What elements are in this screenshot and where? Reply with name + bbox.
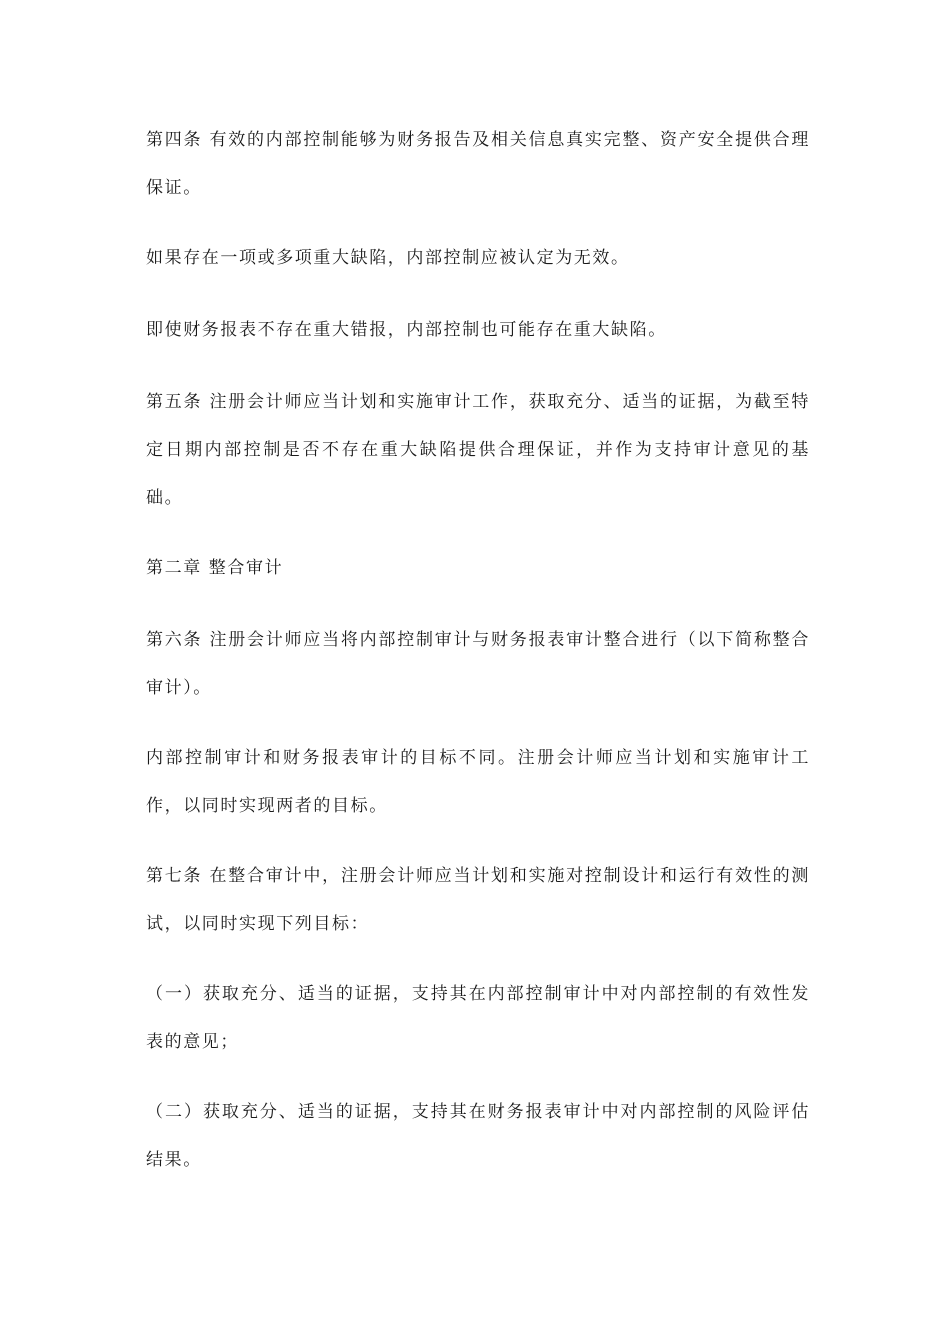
paragraph-article-7: 第七条 在整合审计中，注册会计师应当计划和实施对控制设计和运行有效性的测试，以同时实现下列目标： [146,866,810,934]
paragraph-item-2: （二）获取充分、适当的证据，支持其在财务报表审计中对内部控制的风险评估结果。 [146,1102,810,1170]
paragraph-article-4: 第四条 有效的内部控制能够为财务报告及相关信息真实完整、资产安全提供合理保证。 [146,130,810,198]
paragraph-article-6: 第六条 注册会计师应当将内部控制审计与财务报表审计整合进行（以下简称整合审计）。 [146,630,810,698]
chapter-heading: 第二章 整合审计 [146,558,284,578]
paragraph-misstatement: 即使财务报表不存在重大错报，内部控制也可能存在重大缺陷。 [146,320,667,340]
paragraph-major-deficiency: 如果存在一项或多项重大缺陷，内部控制应被认定为无效。 [146,248,630,268]
paragraph-audit-objectives: 内部控制审计和财务报表审计的目标不同。注册会计师应当计划和实施审计工作，以同时实现两者的目标。 [146,748,810,816]
document-page [146,116,810,1206]
paragraph-article-5: 第五条 注册会计师应当计划和实施审计工作，获取充分、适当的证据，为截至特定日期内部控制是否不存在重大缺陷提供合理保证，并作为支持审计意见的基础。 [146,392,810,508]
paragraph-item-1: （一）获取充分、适当的证据，支持其在内部控制审计中对内部控制的有效性发表的意见； [146,984,810,1052]
